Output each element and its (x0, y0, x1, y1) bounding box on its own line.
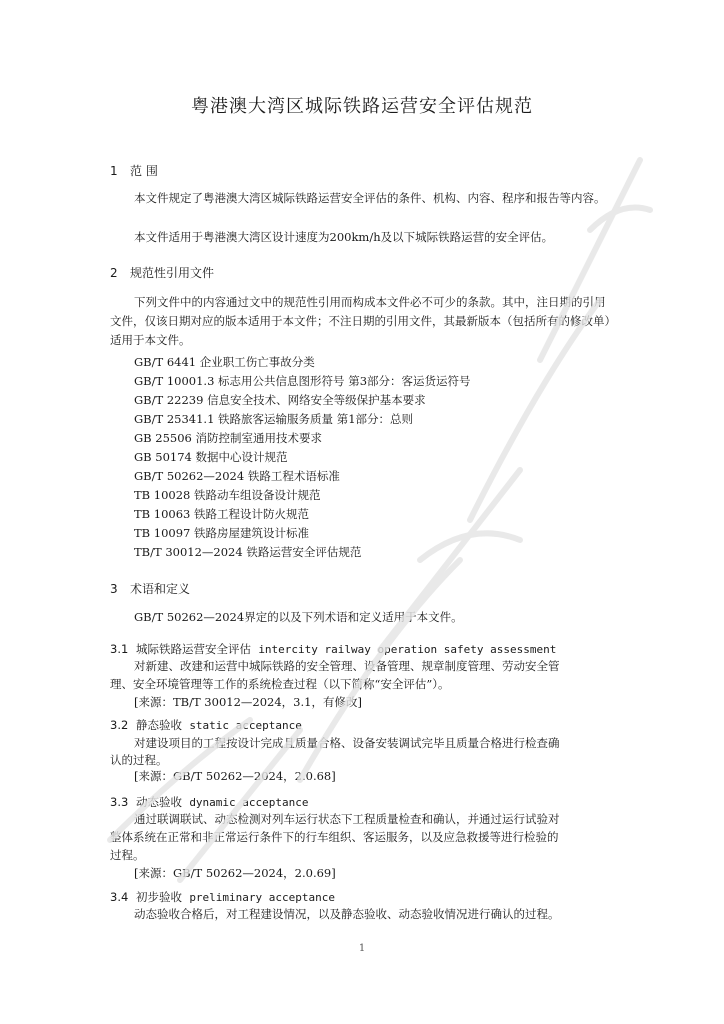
term-number: 3.3 (110, 795, 129, 809)
document-title: 粤港澳大湾区城际铁路运营安全评估规范 (191, 96, 533, 117)
term-definition-line: 对新建、改建和运营中城际铁路的安全管理、设备管理、规章制度管理、劳动安全管 (134, 659, 560, 673)
reference-item: GB 25506 消防控制室通用技术要求 (134, 431, 323, 445)
term-chinese: 动态验收 (136, 795, 182, 809)
section-3-paragraph-1: GB/T 50262—2024界定的以及下列术语和定义适用于本文件。 (134, 610, 463, 624)
reference-item: TB 10028 铁路动车组设备设计规范 (134, 488, 321, 502)
reference-item: GB 50174 数据中心设计规范 (134, 450, 288, 464)
term-english: intercity railway operation safety assessment (258, 643, 557, 656)
reference-item: GB/T 10001.3 标志用公共信息图形符号 第3部分：客运货运符号 (134, 374, 471, 388)
section-title: 术语和定义 (130, 582, 191, 596)
term-source: [来源：GB/T 50262—2024，2.0.68] (134, 769, 336, 783)
reference-item: GB/T 22239 信息安全技术、网络安全等级保护基本要求 (134, 393, 426, 407)
section-2-heading (110, 264, 214, 281)
reference-item: GB/T 25341.1 铁路旅客运输服务质量 第1部分：总则 (134, 412, 414, 426)
term-english: static acceptance (189, 719, 302, 732)
term-english: dynamic acceptance (189, 796, 309, 809)
term-number: 3.2 (110, 718, 129, 732)
section-number: 3 (110, 582, 118, 596)
term-source: [来源：TB/T 30012—2024，3.1，有修改] (134, 695, 362, 709)
term-definition-line: 通过联调联试、动态检测对列车运行状态下工程质量检查和确认，并通过运行试验对 (134, 812, 560, 826)
term-number: 3.1 (110, 642, 129, 656)
reference-item: GB/T 50262—2024 铁路工程术语标准 (134, 469, 340, 483)
term-definition-line: 过程。 (110, 848, 145, 862)
section-2-paragraph-1: 下列文件中的内容通过文中的规范性引用而构成本文件必不可少的条款。其中，注日期的引用文件，仅该日期对应的版本适用于本文件；不注日期的引用文件，其最新版本（包括所有的修改单）适用于本文件。 (110, 295, 611, 347)
term-chinese: 静态验收 (136, 718, 182, 732)
term-definition-line: 对建设项目的工程按设计完成且质量合格、设备安装调试完毕且质量合格进行检查确 (134, 736, 560, 750)
term-definition-line: 整体系统在正常和非正常运行条件下的行车组织、客运服务，以及应急救援等进行检验的 (110, 830, 559, 844)
section-1-paragraph-1: 本文件规定了粤港澳大湾区城际铁路运营安全评估的条件、机构、内容、程序和报告等内容。 (134, 191, 606, 205)
term-heading (110, 641, 556, 657)
term-heading (110, 717, 302, 733)
section-1-heading (110, 162, 158, 179)
term-number: 3.4 (110, 890, 129, 904)
reference-item: TB 10063 铁路工程设计防火规范 (134, 507, 310, 521)
section-3-heading (110, 580, 190, 597)
section-title: 范 围 (130, 164, 158, 178)
term-source: [来源：GB/T 50262—2024，2.0.69] (134, 866, 336, 880)
section-number: 1 (110, 164, 118, 178)
term-heading (110, 889, 335, 905)
page-number: 1 (358, 943, 366, 954)
term-definition-line: 动态验收合格后，对工程建设情况，以及静态验收、动态验收情况进行确认的过程。 (134, 907, 560, 921)
term-heading (110, 794, 309, 810)
reference-item: TB 10097 铁路房屋建筑设计标准 (134, 526, 310, 540)
section-1-paragraph-2: 本文件适用于粤港澳大湾区设计速度为200km/h及以下城际铁路运营的安全评估。 (134, 230, 554, 244)
term-english: preliminary acceptance (189, 891, 336, 904)
section-number: 2 (110, 266, 118, 280)
section-title: 规范性引用文件 (130, 266, 215, 280)
term-definition-line: 认的过程。 (110, 753, 168, 767)
term-chinese: 初步验收 (136, 890, 182, 904)
reference-item: GB/T 6441 企业职工伤亡事故分类 (134, 355, 315, 369)
reference-item: TB/T 30012—2024 铁路运营安全评估规范 (134, 545, 362, 559)
term-chinese: 城际铁路运营安全评估 (136, 642, 251, 656)
term-definition-line: 理、安全环境管理等工作的系统检查过程（以下简称“安全评估”）。 (110, 677, 450, 691)
